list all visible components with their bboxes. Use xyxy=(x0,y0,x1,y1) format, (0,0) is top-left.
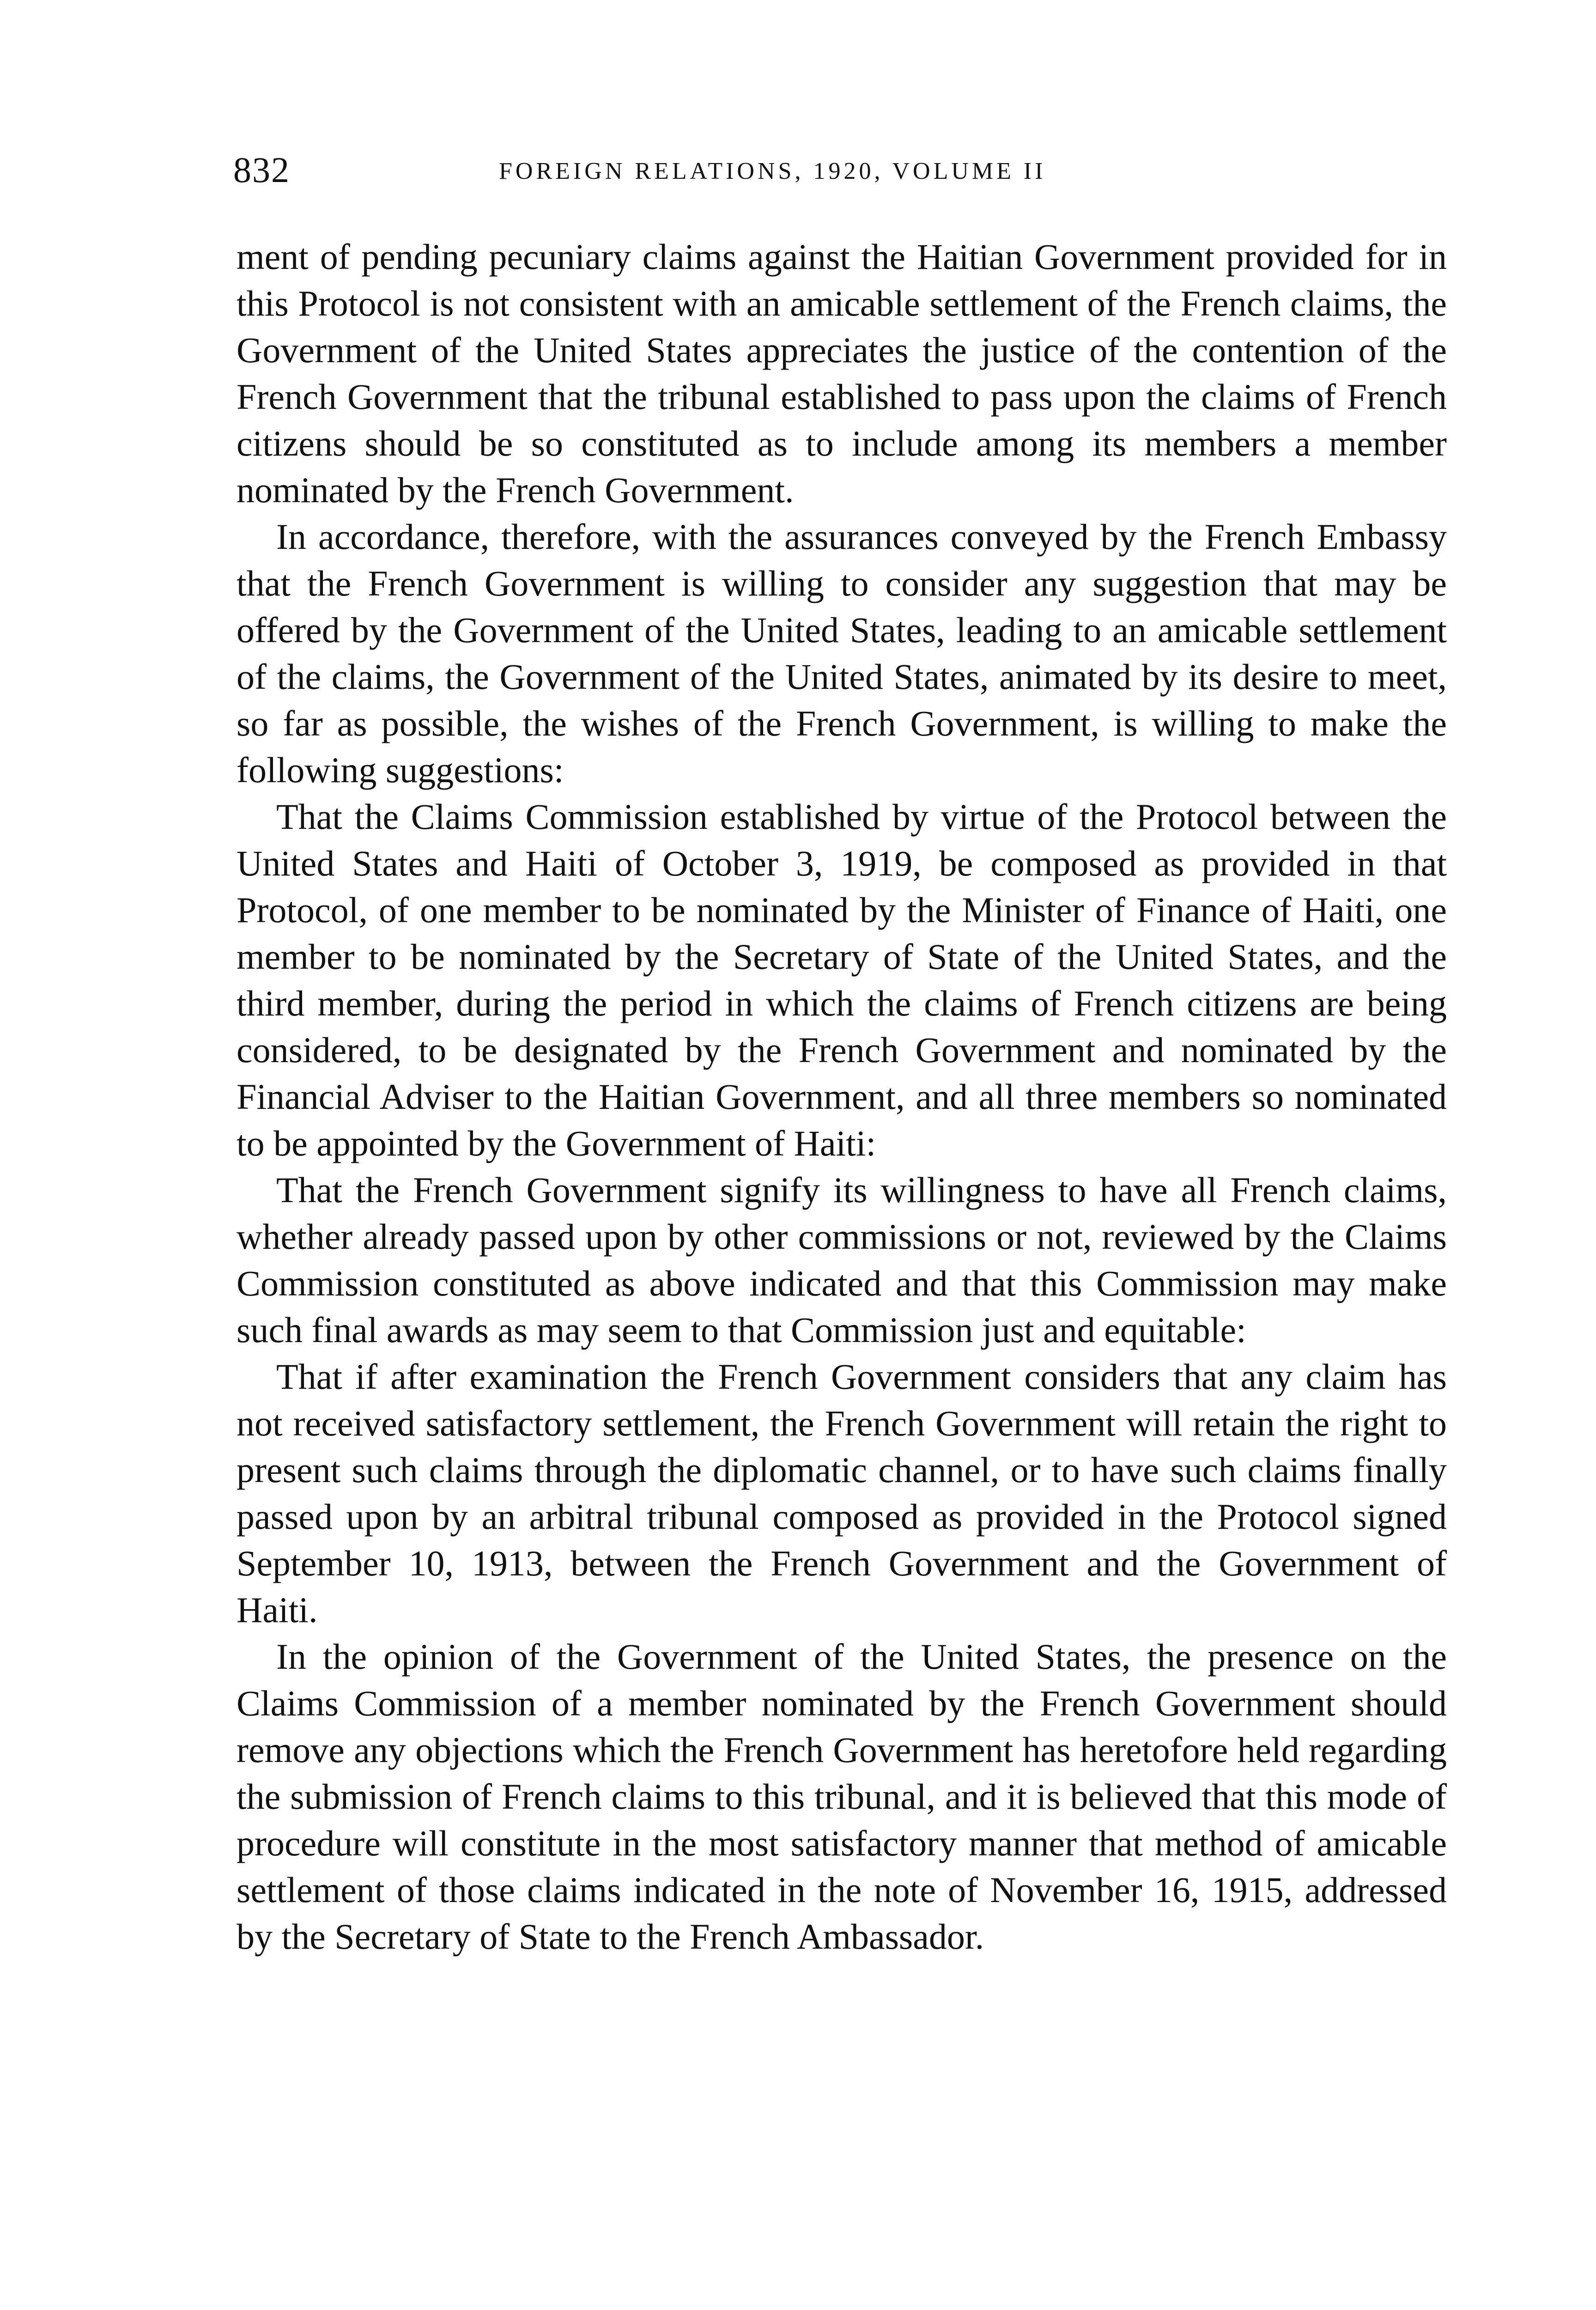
running-head: FOREIGN RELATIONS, 1920, VOLUME II xyxy=(499,158,1046,184)
paragraph: In the opinion of the Government of the United States, the presence on the Claims Commission of a member nominated by the French Government should remove any objections which the French Government has heretofore held regarding the submission of French claims to this tribunal, and it is believed that this mode of procedure will constitute in the most satisfactory manner that method of amicable settlement of those claims indicated in the note of November 16, 1915, addressed by the Secretary of State to the French Ambassador. xyxy=(237,1636,1447,1957)
paragraph-continued: ment of pending pecuniary claims against the Haitian Government provided for in this Protocol is not consistent with an amicable settlement of the French claims, the Government of the United States appreciates the justice of the contention of the French Government that the tribunal established to pass upon the claims of French citizens should be so constituted as to include among its members a member nominated by the French Government. xyxy=(237,237,1447,510)
page-number: 832 xyxy=(233,150,290,190)
paragraph: That the Claims Commission established by virtue of the Protocol between the United States and Haiti of October 3, 1919, be composed as provided in that Protocol, of one member to be nominated by the Minister of Finance of Haiti, one member to be nominated by the Secretary of State of the United States, and the third member, during the period in which the claims of French citizens are being considered, to be designated by the French Government and nominated by the Financial Adviser to the Haitian Government, and all three members so nominated to be appointed by the Government of Haiti: xyxy=(237,796,1447,1163)
paragraph: That the French Government signify its willingness to have all French claims, whether already passed upon by other commissions or not, reviewed by the Claims Commission constituted as above indicated and that this Commission may make such final awards as may seem to that Commission just and equitable: xyxy=(237,1170,1447,1350)
paragraph: In accordance, therefore, with the assurances conveyed by the French Embassy that the French Government is willing to consider any suggestion that may be offered by the Government of the United States, leading to an amicable settlement of the claims, the Government of the United States, animated by its desire to meet, so far as possible, the wishes of the French Government, is willing to make the following suggestions: xyxy=(237,517,1447,790)
page-header xyxy=(233,147,1453,198)
paragraph: That if after examination the French Government considers that any claim has not received satisfactory settlement, the French Government will retain the right to present such claims through the diplomatic channel, or to have such claims finally passed upon by an arbitral tribunal composed as provided in the Protocol signed September 10, 1913, between the French Government and the Government of Haiti. xyxy=(237,1356,1447,1630)
body-text xyxy=(237,233,1447,1960)
